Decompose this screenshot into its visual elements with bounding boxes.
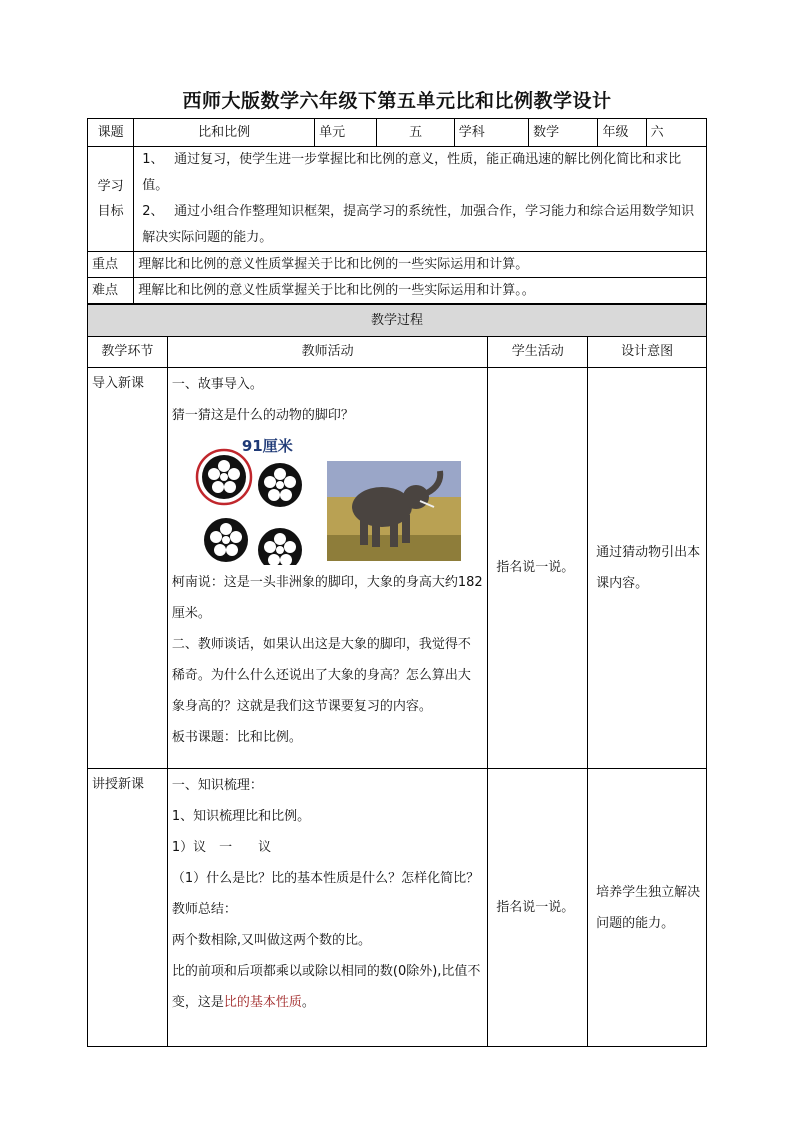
document-title: 西师大版数学六年级下第五单元比和比例教学设计 (182, 90, 612, 112)
goals-content (134, 147, 707, 252)
label-subject: 学科 (454, 119, 528, 147)
col-teacher: 教师活动 (167, 337, 487, 368)
footprints-illustration (172, 435, 482, 565)
new-line-6: 两个数相除,又叫做这两个数的比。 (171, 933, 372, 948)
value-topic: 比和比例 (134, 119, 315, 147)
label-grade: 年级 (598, 119, 646, 147)
goal-1: 1、 通过复习，使学生进一步掌握比和比例的意义，性质，能正确迅速的解比例化简比和求比值。 (142, 152, 682, 193)
label-topic: 课题 (88, 119, 134, 147)
new-line-5: 教师总结： (171, 902, 237, 917)
process-header: 教学过程 (88, 305, 707, 337)
value-grade: 六 (646, 119, 706, 147)
student-new: 指名说一说。 (488, 769, 588, 1047)
stage-intro: 导入新课 (88, 368, 168, 769)
footprint-and-elephant-image (172, 435, 483, 565)
new-line-7 (172, 956, 483, 1018)
stage-new: 讲授新课 (88, 769, 168, 1047)
size-label: 91厘米 (241, 437, 293, 455)
label-goals (88, 147, 134, 252)
intro-line-3: 柯南说：这是一头非洲象的脚印，大象的身高大约182厘米。 (171, 575, 483, 621)
key-point: 理解比和比例的意义性质掌握关于比和比例的一些实际运用和计算。 (134, 252, 707, 278)
intent-new (588, 769, 707, 1047)
intent-new-text: 培养学生独立解决问题的能力。 (596, 884, 701, 931)
process-table (87, 304, 707, 1047)
col-stage: 教学环节 (88, 337, 168, 368)
value-subject: 数学 (529, 119, 598, 147)
new-line-7-end: 。 (301, 995, 315, 1010)
col-intent: 设计意图 (588, 337, 707, 368)
teacher-intro (167, 368, 487, 769)
value-unit: 五 (377, 119, 454, 147)
new-line-1: 一、知识梳理： (171, 778, 263, 793)
new-line-4: （1）什么是比？比的基本性质是什么？怎样化简比？ (171, 871, 480, 886)
intent-intro-text: 通过猜动物引出本课内容。 (596, 545, 701, 591)
new-line-7-text: 比的前项和后项都乘以或除以相同的数(0除外),比值不变，这是 (171, 964, 481, 1010)
info-table (87, 118, 707, 304)
intro-line-1: 一、故事导入。 (171, 377, 263, 392)
intent-intro (588, 368, 707, 769)
label-key-point: 重点 (88, 252, 134, 278)
basic-property-term: 比的基本性质 (223, 995, 302, 1010)
new-line-3: 1）议 一 议 (171, 840, 272, 855)
label-difficulty: 难点 (88, 278, 134, 304)
student-intro: 指名说一说。 (488, 368, 588, 769)
label-goals-line2: 目标 (97, 204, 124, 219)
new-line-2: 1、知识梳理比和比例。 (171, 809, 311, 824)
teacher-new (167, 769, 487, 1047)
label-goals-line1: 学习 (97, 178, 124, 194)
col-student: 学生活动 (488, 337, 588, 368)
intro-line-2: 猜一猜这是什么的动物的脚印？ (171, 408, 354, 423)
goal-2: 2、 通过小组合作整理知识框架，提高学习的系统性，加强合作，学习能力和综合运用数学知识解决实际问题的能力。 (142, 204, 695, 245)
difficulty: 理解比和比例的意义性质掌握关于比和比例的一些实际运用和计算。。 (134, 278, 707, 304)
intro-line-5: 板书课题：比和比例。 (171, 730, 302, 745)
label-unit: 单元 (315, 119, 377, 147)
intro-line-4: 二、教师谈话，如果认出这是大象的脚印，我觉得不稀奇。为什么什么还说出了大象的身高？怎么算出大象身高的？这就是我们这节课要复习的内容。 (171, 637, 471, 714)
